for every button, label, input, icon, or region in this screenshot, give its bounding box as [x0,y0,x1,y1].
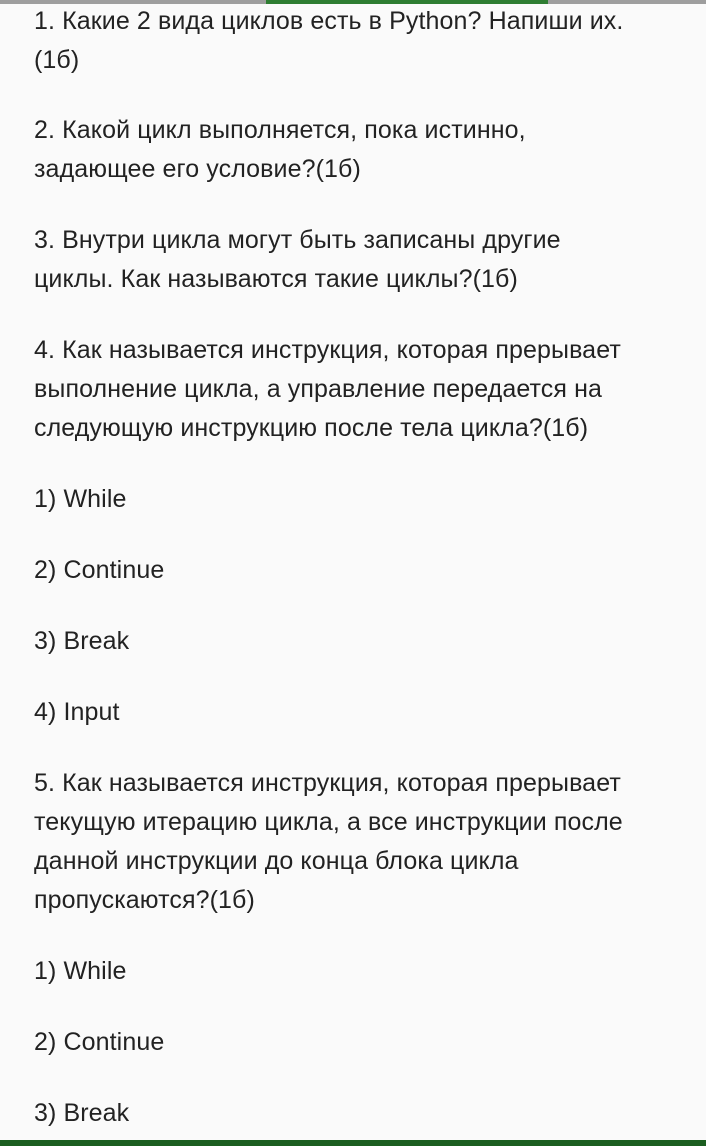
question-4 [34,331,621,448]
question-5 [34,764,623,920]
question-2-line-1: 2. Какой цикл выполняется, пока истинно, [34,116,526,144]
question-1 [34,2,623,80]
question-3 [34,221,561,299]
question-4-option-1: 1) While [34,485,127,513]
question-5-option-2: 2) Continue [34,1028,165,1056]
question-2 [34,111,526,189]
question-5-line-3: данной инструкции до конца блока цикла [34,847,519,875]
question-4-option-4: 4) Input [34,698,120,726]
question-4-option-2: 2) Continue [34,556,165,584]
question-4-option-3: 3) Break [34,627,130,655]
question-4-line-3: следующую инструкцию после тела цикла?(1б) [34,414,589,442]
question-2-line-2: задающее его условие?(1б) [34,155,361,183]
question-4-line-2: выполнение цикла, а управление передается на [34,375,602,403]
question-5-option-1: 1) While [34,957,127,985]
bottom-border [0,1140,706,1146]
question-1-line-2: (1б) [34,46,80,74]
question-5-line-4: пропускаются?(1б) [34,886,255,914]
question-5-option-3: 3) Break [34,1099,130,1127]
question-1-line-1: 1. Какие 2 вида циклов есть в Python? Напиши их. [34,7,624,35]
question-5-line-2: текущую итерацию цикла, а все инструкции после [34,808,623,836]
question-3-line-1: 3. Внутри цикла могут быть записаны другие [34,226,561,254]
question-4-line-1: 4. Как называется инструкция, которая прерывает [34,336,621,364]
question-3-line-2: циклы. Как называются такие циклы?(1б) [34,265,518,293]
question-5-line-1: 5. Как называется инструкция, которая прерывает [34,769,621,797]
